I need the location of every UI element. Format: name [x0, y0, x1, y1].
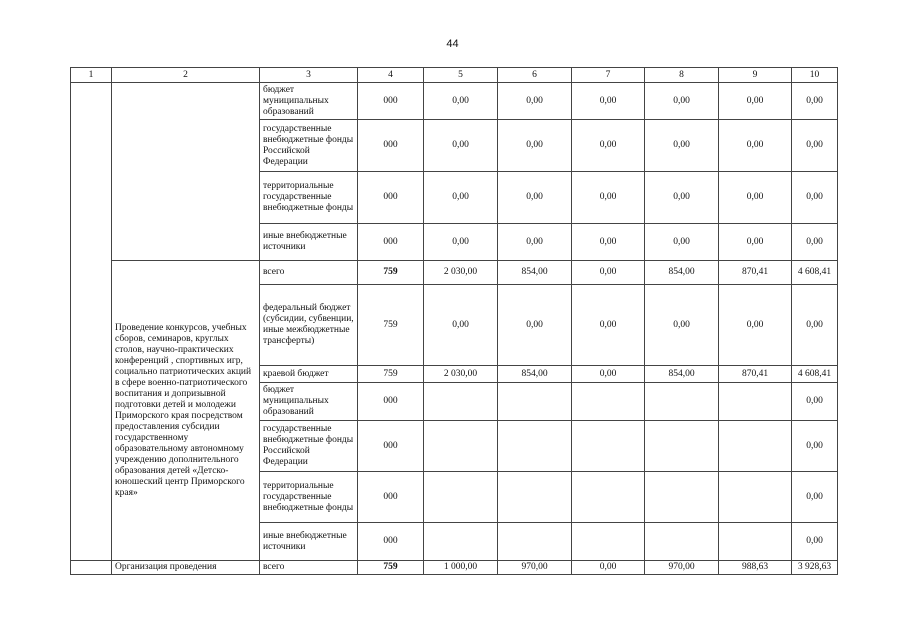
activity-name-cell [112, 83, 260, 261]
activity-name-cell: Проведение конкурсов, учебных сборов, семинаров, круглых столов, научно-практических конференций , спортивных игр, социально патриотических акций в сфере военно-патриотического воспитания и допризывной подготовки детей и молодежи Приморского края посредством предоставления субсидии государственному образовательному автономному учреждению дополнительного образования детей «Детско-юношеский центр Приморского края» [112, 261, 260, 561]
page-number: 44 [446, 38, 459, 50]
value-cell: 0,00 [498, 120, 572, 172]
value-cell: 0,00 [572, 285, 645, 366]
value-cell: 0,00 [792, 523, 838, 561]
value-cell: 0,00 [498, 224, 572, 261]
value-cell [498, 383, 572, 421]
value-cell: 0,00 [645, 172, 719, 224]
value-cell: 0,00 [792, 224, 838, 261]
funding-source-cell: государственные внебюджетные фонды Российской Федерации [260, 421, 358, 472]
funding-source-cell: всего [260, 561, 358, 575]
value-cell: 0,00 [424, 120, 498, 172]
value-cell: 970,00 [645, 561, 719, 575]
value-cell: 0,00 [572, 172, 645, 224]
value-cell: 0,00 [792, 285, 838, 366]
value-cell: 854,00 [498, 366, 572, 383]
header-cell: 9 [719, 68, 792, 83]
code-cell: 759 [358, 366, 424, 383]
value-cell: 0,00 [572, 366, 645, 383]
value-cell: 0,00 [645, 120, 719, 172]
value-cell [719, 383, 792, 421]
value-cell: 0,00 [719, 172, 792, 224]
code-cell: 000 [358, 421, 424, 472]
header-row [71, 68, 838, 83]
value-cell [645, 523, 719, 561]
budget-table [70, 67, 838, 575]
value-cell [424, 523, 498, 561]
value-cell: 0,00 [792, 472, 838, 523]
header-cell: 4 [358, 68, 424, 83]
value-cell [719, 421, 792, 472]
value-cell: 0,00 [498, 172, 572, 224]
header-cell: 1 [71, 68, 112, 83]
row-number-cell [71, 561, 112, 575]
value-cell: 0,00 [792, 383, 838, 421]
code-cell: 000 [358, 172, 424, 224]
code-cell: 000 [358, 120, 424, 172]
value-cell [572, 472, 645, 523]
code-cell: 759 [358, 561, 424, 575]
activity-name-cell: Организация проведения [112, 561, 260, 575]
header-cell: 6 [498, 68, 572, 83]
value-cell: 854,00 [498, 261, 572, 285]
value-cell [572, 421, 645, 472]
value-cell: 0,00 [572, 224, 645, 261]
code-cell: 000 [358, 383, 424, 421]
funding-source-cell: иные внебюджетные источники [260, 224, 358, 261]
code-cell: 000 [358, 83, 424, 120]
value-cell: 0,00 [645, 285, 719, 366]
value-cell [498, 472, 572, 523]
funding-source-cell: территориальные государственные внебюджетные фонды [260, 172, 358, 224]
value-cell: 0,00 [572, 120, 645, 172]
value-cell: 0,00 [424, 285, 498, 366]
value-cell: 0,00 [645, 224, 719, 261]
value-cell: 0,00 [572, 561, 645, 575]
value-cell [498, 421, 572, 472]
header-cell: 3 [260, 68, 358, 83]
value-cell [424, 421, 498, 472]
value-cell: 0,00 [498, 285, 572, 366]
value-cell [572, 523, 645, 561]
value-cell: 970,00 [498, 561, 572, 575]
value-cell: 870,41 [719, 261, 792, 285]
value-cell [645, 421, 719, 472]
value-cell: 0,00 [572, 261, 645, 285]
header-cell: 5 [424, 68, 498, 83]
value-cell: 0,00 [572, 83, 645, 120]
value-cell: 3 928,63 [792, 561, 838, 575]
funding-source-cell: краевой бюджет [260, 366, 358, 383]
funding-source-cell: иные внебюджетные источники [260, 523, 358, 561]
funding-source-cell: федеральный бюджет (субсидии, субвенции, иные межбюджетные трансферты) [260, 285, 358, 366]
header-cell: 10 [792, 68, 838, 83]
value-cell [424, 472, 498, 523]
code-cell: 759 [358, 285, 424, 366]
value-cell: 0,00 [424, 172, 498, 224]
row-number-cell [71, 83, 112, 561]
value-cell [498, 523, 572, 561]
value-cell [424, 383, 498, 421]
value-cell: 0,00 [792, 172, 838, 224]
table-row [71, 261, 838, 285]
table-row [71, 561, 838, 575]
funding-source-cell: всего [260, 261, 358, 285]
header-cell: 2 [112, 68, 260, 83]
header-cell: 7 [572, 68, 645, 83]
value-cell [719, 472, 792, 523]
funding-source-cell: бюджет муниципальных образований [260, 383, 358, 421]
value-cell: 0,00 [792, 120, 838, 172]
value-cell [645, 383, 719, 421]
value-cell: 0,00 [498, 83, 572, 120]
code-cell: 000 [358, 224, 424, 261]
funding-source-cell: государственные внебюджетные фонды Российской Федерации [260, 120, 358, 172]
value-cell: 0,00 [424, 224, 498, 261]
value-cell: 854,00 [645, 261, 719, 285]
header-cell: 8 [645, 68, 719, 83]
value-cell: 0,00 [792, 421, 838, 472]
funding-source-cell: территориальные государственные внебюджетные фонды [260, 472, 358, 523]
value-cell: 0,00 [719, 285, 792, 366]
value-cell: 0,00 [719, 224, 792, 261]
value-cell: 0,00 [645, 83, 719, 120]
table-row [71, 83, 838, 120]
value-cell: 0,00 [719, 120, 792, 172]
funding-source-cell: бюджет муниципальных образований [260, 83, 358, 120]
code-cell: 759 [358, 261, 424, 285]
code-cell: 000 [358, 523, 424, 561]
value-cell [572, 383, 645, 421]
code-cell: 000 [358, 472, 424, 523]
value-cell: 1 000,00 [424, 561, 498, 575]
value-cell: 2 030,00 [424, 261, 498, 285]
value-cell: 0,00 [719, 83, 792, 120]
value-cell: 4 608,41 [792, 261, 838, 285]
value-cell: 854,00 [645, 366, 719, 383]
value-cell: 0,00 [792, 83, 838, 120]
value-cell: 988,63 [719, 561, 792, 575]
value-cell [719, 523, 792, 561]
value-cell: 4 608,41 [792, 366, 838, 383]
value-cell: 0,00 [424, 83, 498, 120]
value-cell: 870,41 [719, 366, 792, 383]
value-cell [645, 472, 719, 523]
value-cell: 2 030,00 [424, 366, 498, 383]
